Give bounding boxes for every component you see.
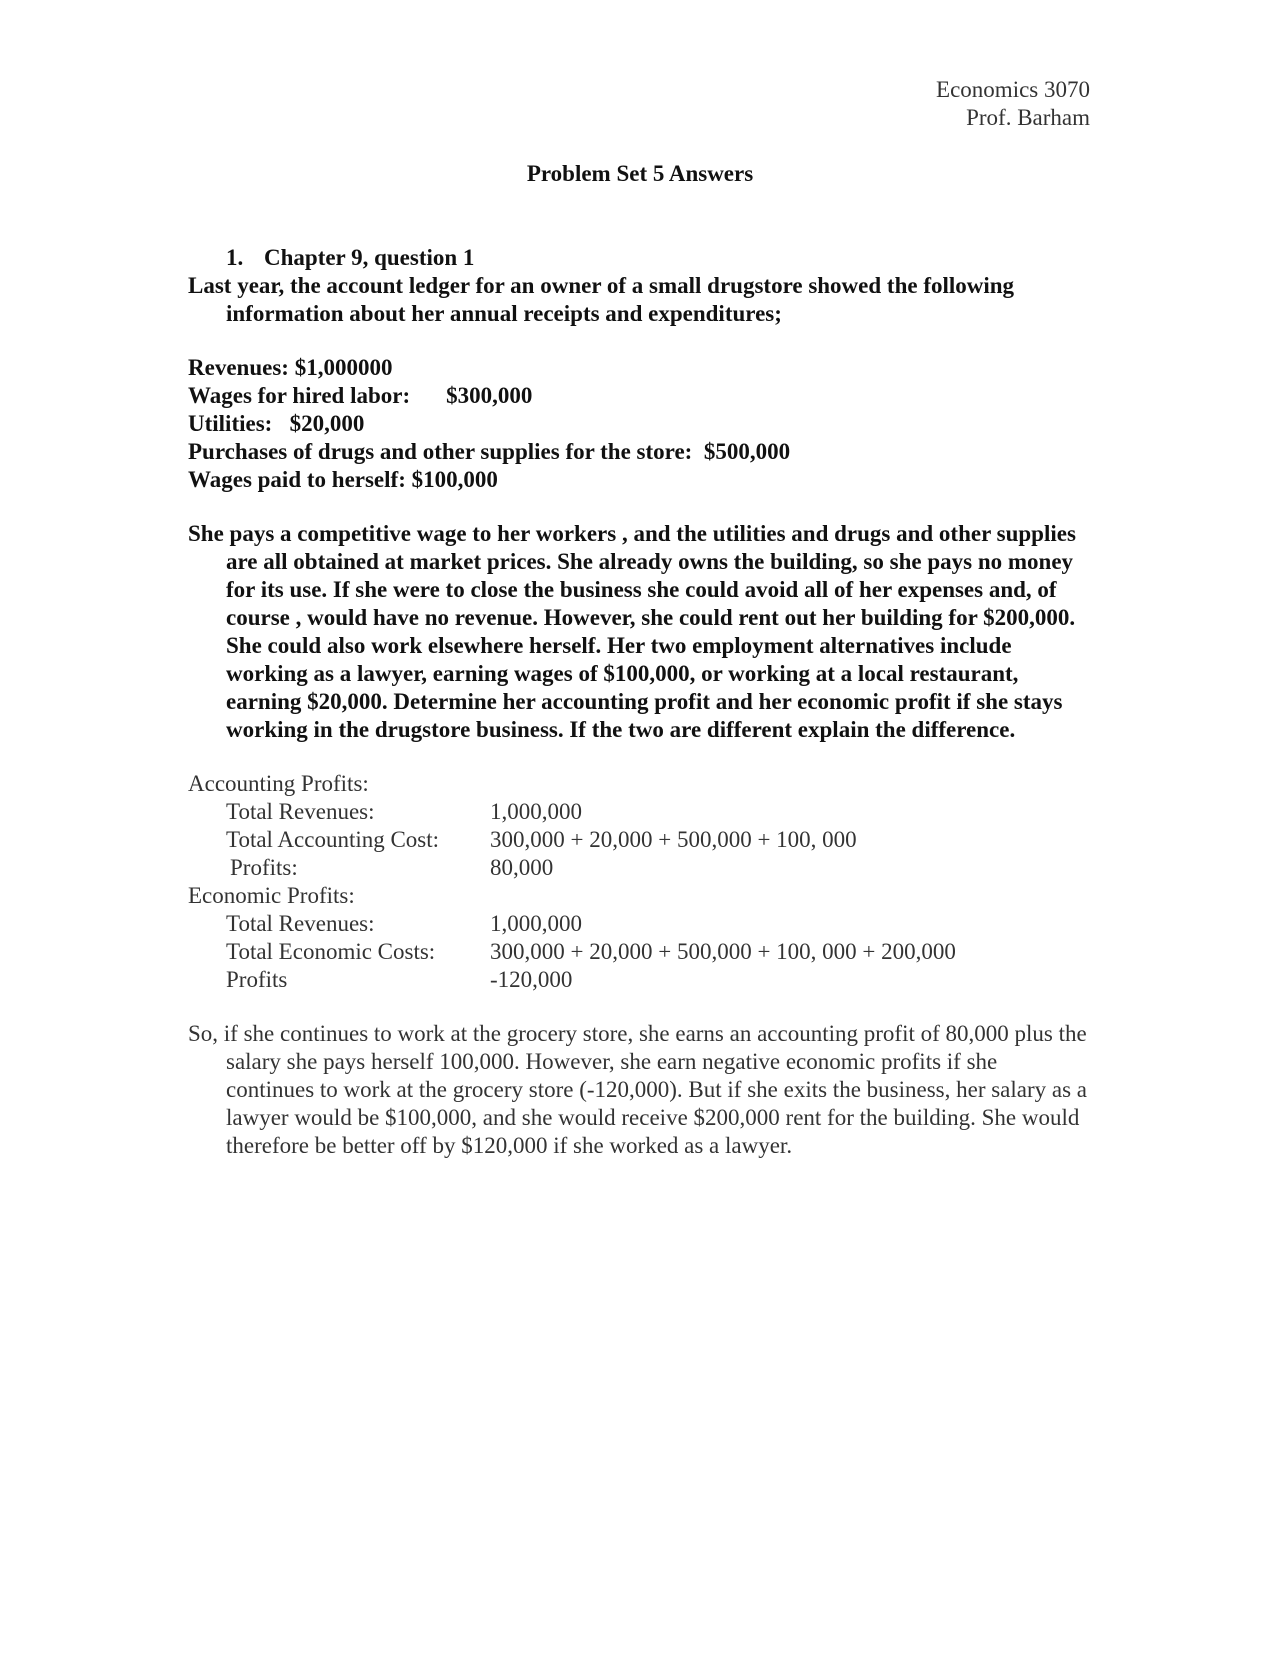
calc-label: Profits: xyxy=(230,855,298,880)
question-scenario: She pays a competitive wage to her workers , and the utilities and drugs and other supplies are all obtained at market prices. She already owns the building, so she pays no money for its use. If she were to close the business she could avoid all of her expenses and, of course , would have no revenue. However, she could rent out her building for $200,000. She could also work elsewhere herself. Her two employment alternatives include working as a lawyer, earning wages of $100,000, or working at a local restaurant, earning $20,000. Determine her accounting profit and her economic profit if she stays working in the drugstore business. If the two are different explain the difference. xyxy=(188,521,1076,742)
calc-value: 300,000 + 20,000 + 500,000 + 100, 000 xyxy=(490,827,857,852)
calc-row xyxy=(188,938,1088,966)
calc-label: Total Revenues: xyxy=(226,911,375,936)
calc-value: -120,000 xyxy=(490,967,573,992)
calc-value: 80,000 xyxy=(490,855,554,880)
ledger-label: Wages for hired labor: xyxy=(188,383,411,408)
document-body xyxy=(188,244,1088,1160)
calc-label: Total Revenues: xyxy=(226,799,375,824)
question-heading xyxy=(188,244,1088,272)
question-heading-text: Chapter 9, question 1 xyxy=(264,245,475,270)
question-number: 1. xyxy=(226,245,244,270)
course-name: Economics 3070 xyxy=(936,77,1090,102)
ledger-value: $20,000 xyxy=(289,411,365,436)
ledger-row-wages-hired xyxy=(188,382,1088,410)
calc-row xyxy=(188,826,1088,854)
calc-label: Total Accounting Cost: xyxy=(226,827,440,852)
professor-name: Prof. Barham xyxy=(966,105,1090,130)
ledger-value: $1,000000 xyxy=(294,355,393,380)
ledger-row-utilities xyxy=(188,410,1088,438)
economic-profits-heading: Economic Profits: xyxy=(188,883,355,908)
calc-row xyxy=(188,798,1088,826)
ledger-row-wages-herself xyxy=(188,466,1088,494)
calc-row xyxy=(188,854,1088,882)
question-intro: Last year, the account ledger for an owner of a small drugstore showed the following information about her annual receipts and expenditures; xyxy=(188,273,1015,326)
ledger-label: Wages paid to herself: xyxy=(188,467,406,492)
calc-value: 1,000,000 xyxy=(490,911,582,936)
ledger-value: $300,000 xyxy=(446,383,533,408)
ledger-list xyxy=(188,354,1088,494)
calc-label: Profits xyxy=(226,967,288,992)
answer-conclusion: So, if she continues to work at the grocery store, she earns an accounting profit of 80,000 plus the salary she pays herself 100,000. However, she earn negative economic profits if she continues to work at the grocery store (-120,000). But if she exits the business, her salary as a lawyer would be $100,000, and she would receive $200,000 rent for the building. She would therefore be better off by $120,000 if she worked as a lawyer. xyxy=(188,1021,1088,1158)
accounting-profits-heading: Accounting Profits: xyxy=(188,771,369,796)
calc-value: 1,000,000 xyxy=(490,799,582,824)
ledger-value: $100,000 xyxy=(411,467,498,492)
ledger-value: $500,000 xyxy=(703,439,791,464)
ledger-row-revenues xyxy=(188,354,1088,382)
ledger-label: Revenues: xyxy=(188,355,289,380)
calc-label: Total Economic Costs: xyxy=(226,939,436,964)
calc-row xyxy=(188,910,1088,938)
document-header xyxy=(936,76,1090,132)
economic-profits-section xyxy=(188,882,1088,994)
page-title: Problem Set 5 Answers xyxy=(526,161,754,186)
calc-row xyxy=(188,966,1088,994)
ledger-label: Utilities: xyxy=(188,411,273,436)
ledger-row-purchases xyxy=(188,438,1088,466)
ledger-label: Purchases of drugs and other supplies for the store: xyxy=(188,439,693,464)
accounting-profits-section xyxy=(188,770,1088,882)
calc-value: 300,000 + 20,000 + 500,000 + 100, 000 + 200,000 xyxy=(490,939,956,964)
